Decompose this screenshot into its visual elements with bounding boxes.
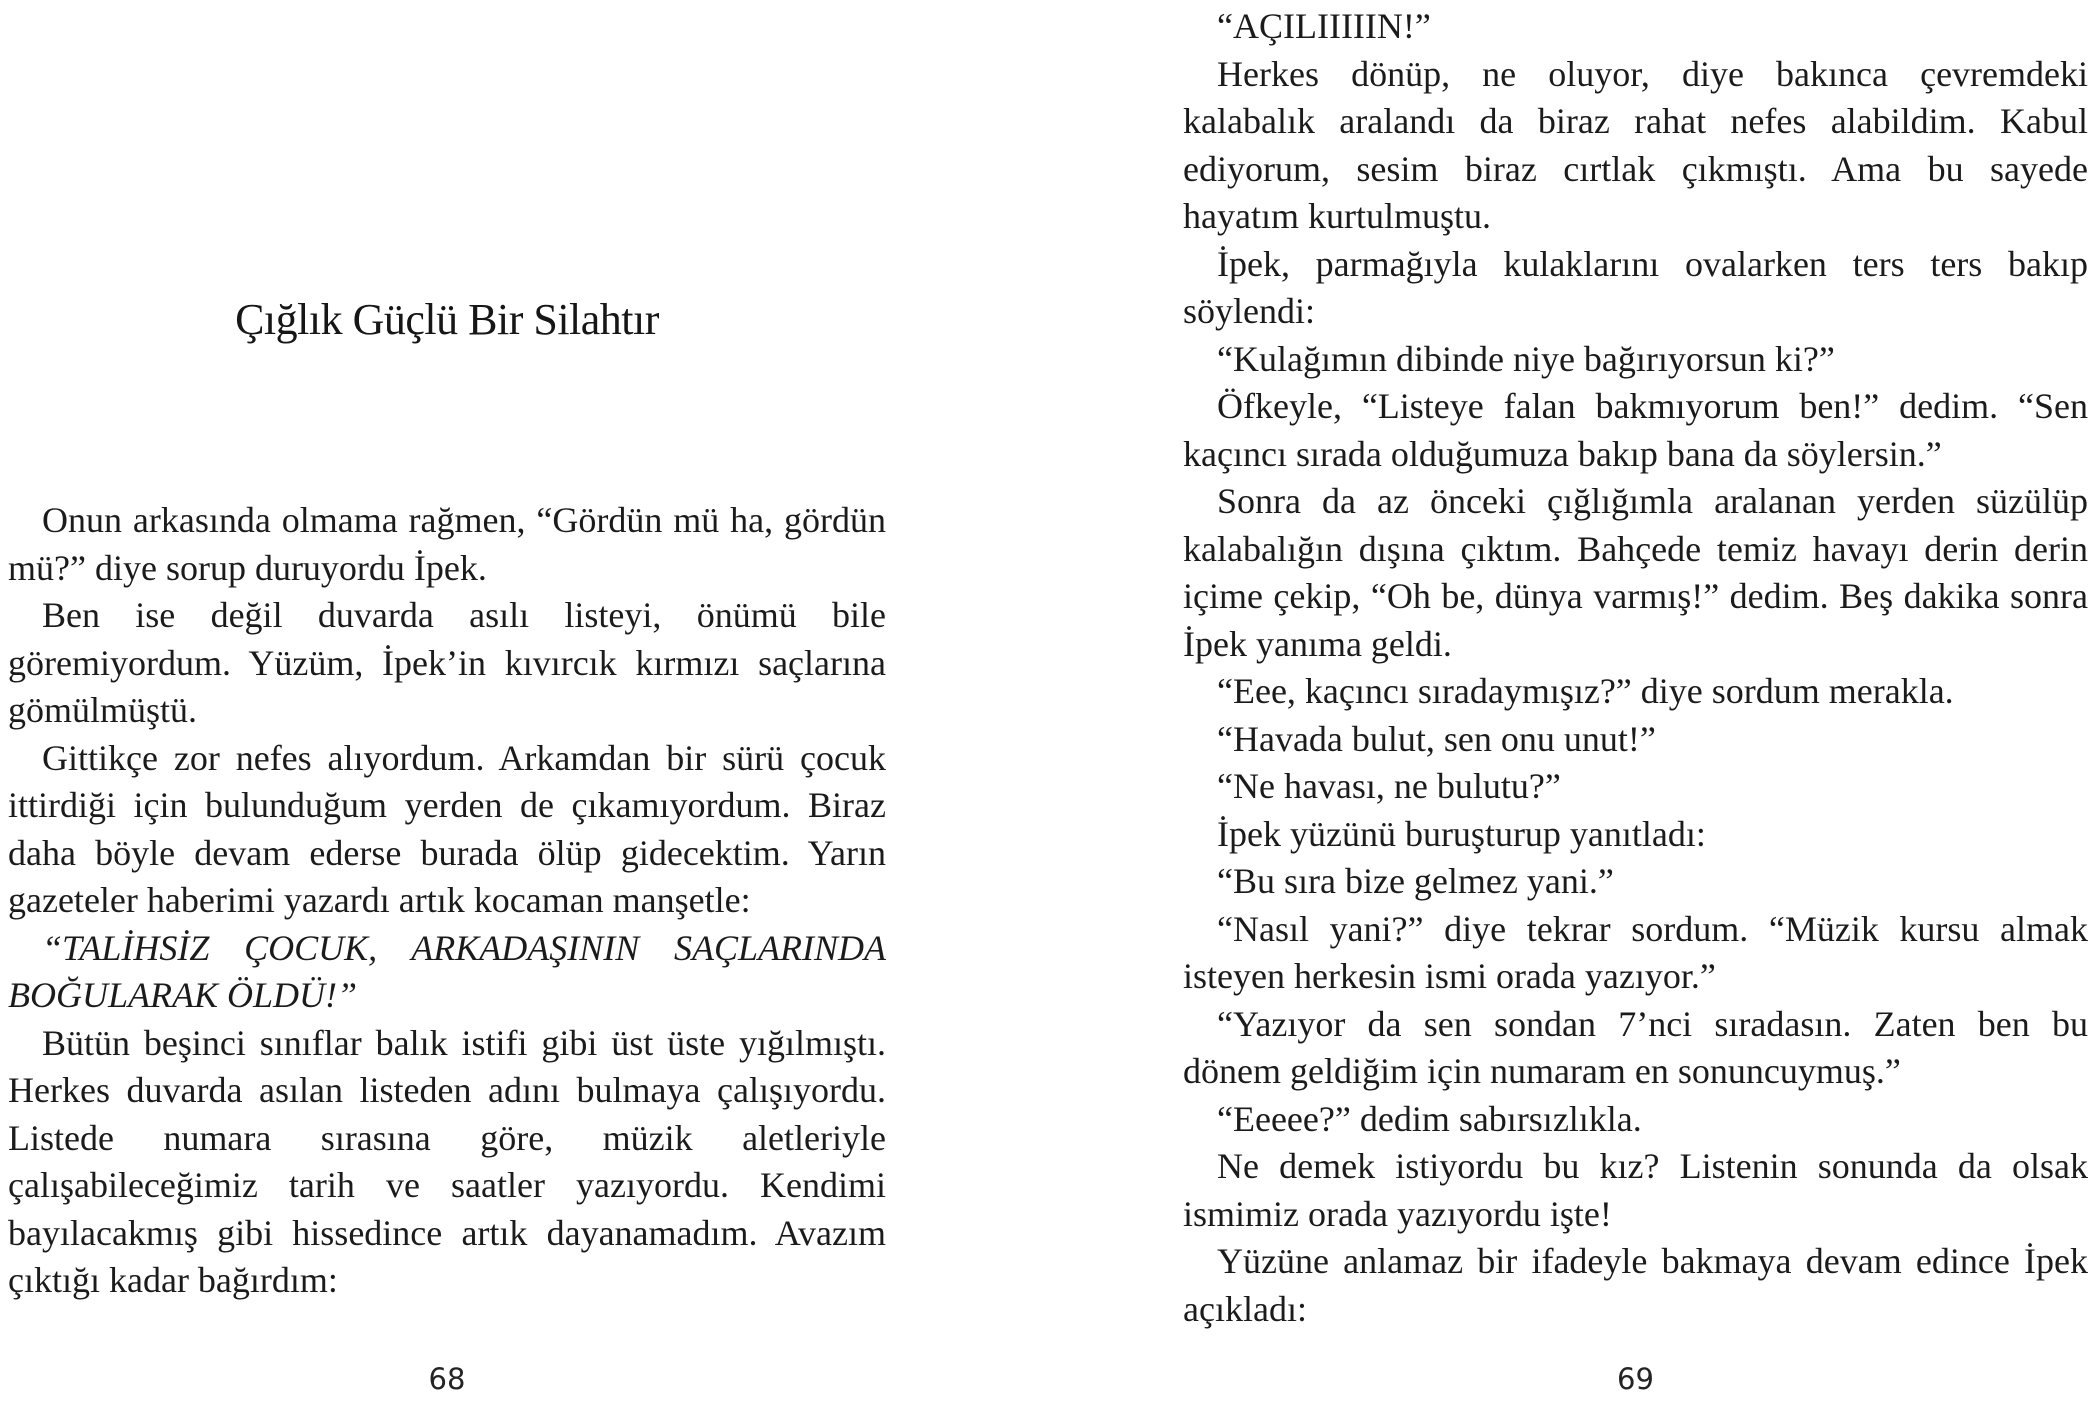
chapter-title: Çığlık Güçlü Bir Silahtır [235, 295, 659, 344]
paragraph: “Ne havası, ne bulutu?” [1217, 766, 1561, 806]
paragraph: Bütün beşinci sınıflar balık istifi gibi üst üste yığılmıştı. Herkes duvarda asılan listeden adını bulmaya çalışıyordu. Listede numara sırasına göre, müzik aletleriyle çalışabileceğimiz tarih ve saatler yazıyordu. Kendimi bayılacakmış gibi hissedince artık dayanamadım. Avazım çıktığı kadar bağırdım: [8, 1022, 886, 1300]
paragraph: İpek, parmağıyla kulaklarını ovalarken ters ters bakıp söylendi: [1183, 243, 2088, 331]
page-number-left: 68 [428, 1362, 466, 1396]
page-number-right: 69 [1617, 1362, 1654, 1396]
paragraph: Herkes dönüp, ne oluyor, diye bakınca çevremdeki kalabalık aralandı da biraz rahat nefes alabildim. Kabul ediyorum, sesim biraz cırtlak çıkmıştı. Ama bu sayede hayatım kurtulmuştu. [1183, 53, 2088, 236]
paragraph: Gittikçe zor nefes alıyordum. Arkamdan bir sürü çocuk ittirdiği için bulunduğum yerden de çıkamıyordum. Biraz daha böyle devam ederse burada ölüp gidecektim. Yarın gazeteler haberimi yazardı artık kocaman manşetle: [8, 737, 886, 920]
paragraph-headline-italic: “TALİHSİZ ÇOCUK, ARKADAŞININ SAÇLARINDA BOĞULARAK ÖLDÜ!” [8, 927, 886, 1015]
paragraph: İpek yüzünü buruşturup yanıtladı: [1217, 813, 1706, 854]
paragraph: “Eeeee?” dedim sabırsızlıkla. [1217, 1098, 1642, 1139]
paragraph: Ben ise değil duvarda asılı listeyi, önümü bile göremiyordum. Yüzüm, İpek’in kıvırcık kırmızı saçlarına gömülmüştü. [8, 595, 886, 730]
paragraph: “Yazıyor da sen sondan 7’nci sıradasın. Zaten ben bu dönem geldiğim için numaram en sonuncuymuş.” [1183, 1003, 2088, 1091]
paragraph: Onun arkasında olmama rağmen, “Gördün mü ha, gördün mü?” diye sorup duruyordu İpek. [8, 500, 886, 588]
paragraph: “Nasıl yani?” diye tekrar sordum. “Müzik kursu almak isteyen herkesin ismi orada yazıyor.” [1183, 908, 2088, 996]
book-page-left [8, 0, 886, 1417]
paragraph: Ne demek istiyordu bu kız? Listenin sonunda da olsak ismimiz orada yazıyordu işte! [1183, 1146, 2088, 1234]
right-page-body [1183, 3, 2088, 1333]
paragraph: “AÇILIIIIIN!” [1217, 6, 1431, 46]
paragraph: Yüzüne anlamaz bir ifadeyle bakmaya devam edince İpek açıkladı: [1183, 1241, 2088, 1329]
paragraph: “Bu sıra bize gelmez yani.” [1217, 861, 1614, 901]
left-page-body [8, 497, 886, 1305]
paragraph: Öfkeyle, “Listeye falan bakmıyorum ben!” dedim. “Sen kaçıncı sırada olduğumuza bakıp bana da söylersin.” [1183, 386, 2088, 474]
paragraph: “Kulağımın dibinde niye bağırıyorsun ki?” [1217, 338, 1835, 379]
paragraph: “Eee, kaçıncı sıradaymışız?” diye sordum merakla. [1217, 671, 1954, 711]
paragraph: Sonra da az önceki çığlığımla aralanan yerden süzülüp kalabalığın dışına çıktım. Bahçede temiz havayı derin derin içime çekip, “Oh be, dünya varmış!” dedim. Beş dakika sonra İpek yanıma geldi. [1183, 481, 2088, 664]
paragraph: “Havada bulut, sen onu unut!” [1217, 718, 1656, 759]
book-page-right [1183, 0, 2088, 1417]
